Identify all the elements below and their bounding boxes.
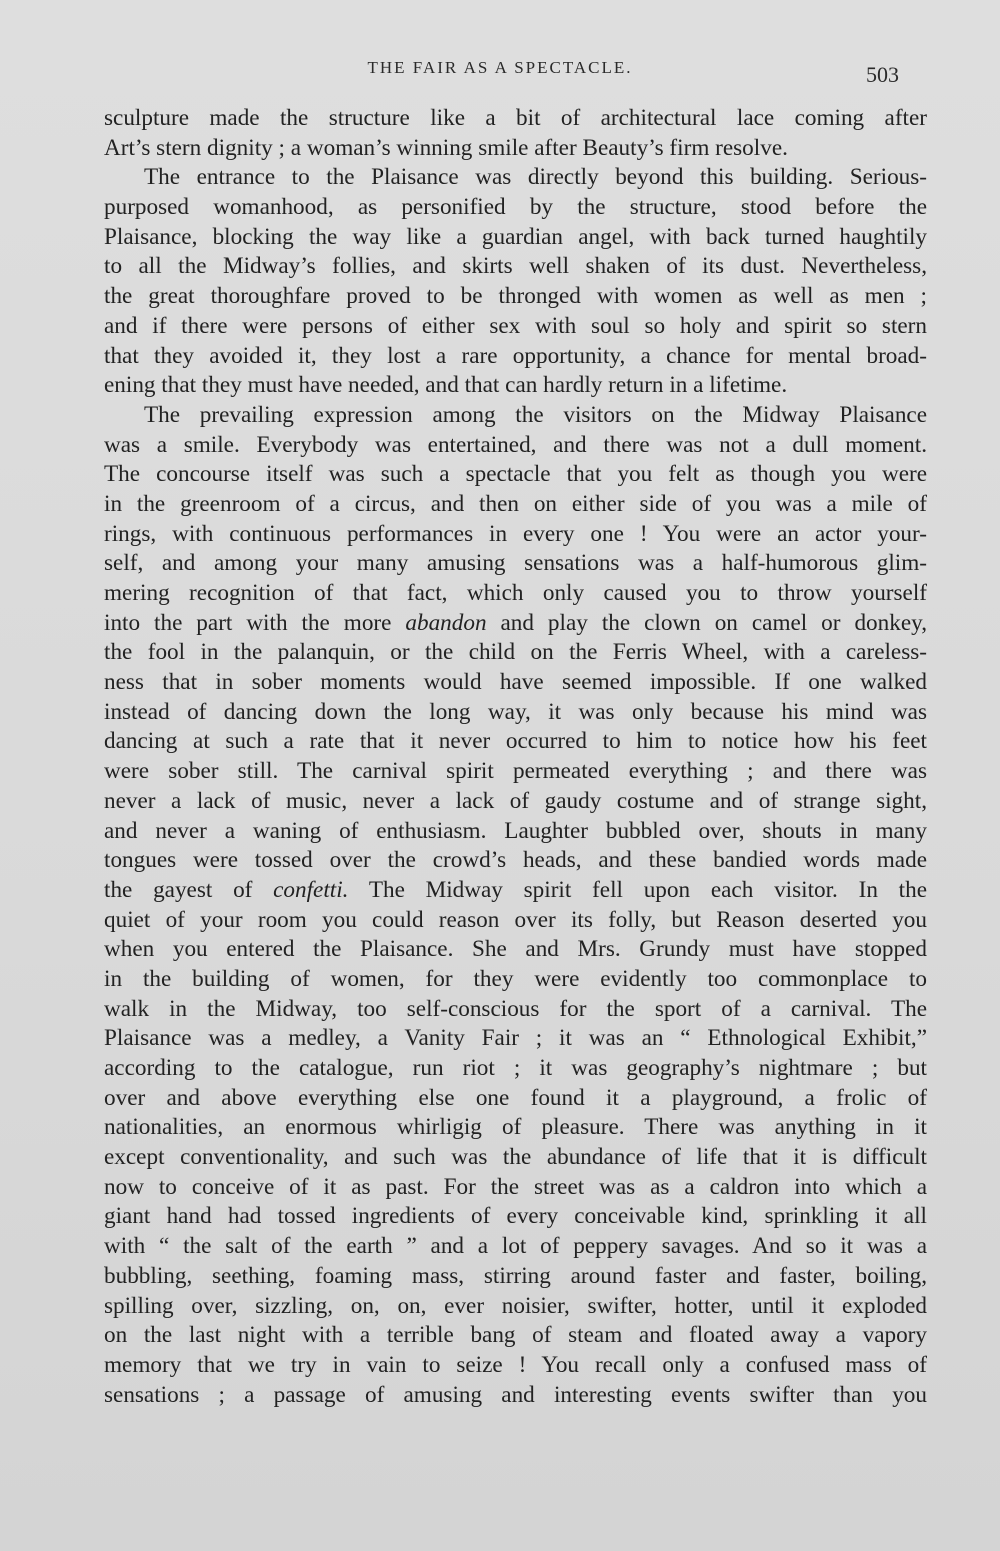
text-line: the great thoroughfare proved to be thronged with women as well as men ;: [104, 283, 927, 310]
text-line: Plaisance was a medley, a Vanity Fair ; it was an “ Ethnological Exhibit,”: [104, 1025, 927, 1052]
text-line: tongues were tossed over the crowd’s heads, and these bandied words made: [104, 847, 927, 874]
text-line: instead of dancing down the long way, it was only because his mind was: [104, 698, 927, 725]
text-line: never a lack of music, never a lack of gaudy costume and of strange sight,: [104, 787, 927, 814]
text-run: The Midway spirit fell upon each visitor. In the: [348, 876, 927, 903]
text-line: giant hand had tossed ingredients of every conceivable kind, sprinkling it all: [104, 1203, 927, 1230]
text-line: self, and among your many amusing sensations was a half-humorous glim-: [104, 550, 927, 577]
text-run: and play the clown on camel or donkey,: [486, 609, 927, 636]
text-line: were sober still. The carnival spirit permeated everything ; and there was: [104, 758, 927, 785]
text-line: bubbling, seething, foaming mass, stirring around faster and faster, boiling,: [104, 1262, 927, 1289]
text-line: when you entered the Plaisance. She and Mrs. Grundy must have stopped: [104, 936, 927, 963]
italic-word: confetti.: [273, 876, 349, 903]
text-line: sculpture made the structure like a bit of architectural lace coming after: [104, 105, 927, 131]
text-line: was a smile. Everybody was entertained, and there was not a dull moment.: [104, 431, 927, 458]
text-line: [104, 876, 927, 906]
text-line: rings, with continuous performances in every one ! You were an actor your-: [104, 520, 927, 547]
text-line: in the building of women, for they were evidently too commonplace to: [104, 965, 927, 992]
text-line: sensations ; a passage of amusing and interesting events swifter than you: [104, 1381, 927, 1408]
text-line: purposed womanhood, as personified by the structure, stood before the: [104, 194, 927, 221]
text-run: into the part with the more: [104, 609, 406, 636]
text-line: according to the catalogue, run riot ; it was geography’s nightmare ; but: [104, 1055, 927, 1081]
text-line: and if there were persons of either sex with soul so holy and spirit so stern: [104, 312, 927, 339]
text-line: spilling over, sizzling, on, on, ever noisier, swifter, hotter, until it exploded: [104, 1292, 927, 1319]
text-line: dancing at such a rate that it never occurred to him to notice how his feet: [104, 728, 927, 755]
text-line: nationalities, an enormous whirligig of pleasure. There was anything in it: [104, 1114, 927, 1141]
text-run: the gayest of: [104, 876, 274, 903]
text-line: quiet of your room you could reason over its folly, but Reason deserted you: [104, 906, 927, 933]
body-text: [104, 104, 927, 1410]
text-line: on the last night with a terrible bang of steam and floated away a vapory: [104, 1322, 927, 1349]
text-line: ness that in sober moments would have seemed impossible. If one walked: [104, 669, 927, 696]
text-line: mering recognition of that fact, which only caused you to throw yourself: [104, 580, 927, 606]
italic-word: abandon: [405, 609, 487, 636]
text-line: The entrance to the Plaisance was directly beyond this building. Serious-: [144, 164, 927, 191]
text-line: and never a waning of enthusiasm. Laughter bubbled over, shouts in many: [104, 817, 927, 844]
text-line: except conventionality, and such was the abundance of life that it is difficult: [104, 1144, 927, 1171]
text-line: Plaisance, blocking the way like a guardian angel, with back turned haughtily: [104, 223, 927, 250]
text-line: to all the Midway’s follies, and skirts well shaken of its dust. Nevertheless,: [104, 253, 927, 280]
text-line: now to conceive of it as past. For the street was as a caldron into which a: [104, 1173, 927, 1200]
text-line: with “ the salt of the earth ” and a lot of peppery savages. And so it was a: [104, 1233, 927, 1260]
text-line: [104, 609, 927, 639]
text-line: in the greenroom of a circus, and then on either side of you was a mile of: [104, 490, 927, 517]
text-line: The concourse itself was such a spectacle that you felt as though you were: [104, 461, 927, 488]
text-line: walk in the Midway, too self-conscious for the sport of a carnival. The: [104, 995, 927, 1022]
running-head: THE FAIR AS A SPECTACLE.: [367, 58, 633, 77]
text-line: Art’s stern dignity ; a woman’s winning smile after Beauty’s firm resolve.: [104, 134, 788, 161]
text-line: ening that they must have needed, and that can hardly return in a lifetime.: [104, 372, 788, 399]
text-line: the fool in the palanquin, or the child on the Ferris Wheel, with a careless-: [104, 639, 927, 666]
text-line: The prevailing expression among the visitors on the Midway Plaisance: [144, 401, 927, 428]
text-line: over and above everything else one found it a playground, a frolic of: [104, 1084, 927, 1111]
page-number: 503: [866, 62, 899, 87]
text-line: memory that we try in vain to seize ! You recall only a confused mass of: [104, 1351, 927, 1378]
text-line: that they avoided it, they lost a rare opportunity, a chance for mental broad-: [104, 342, 927, 369]
